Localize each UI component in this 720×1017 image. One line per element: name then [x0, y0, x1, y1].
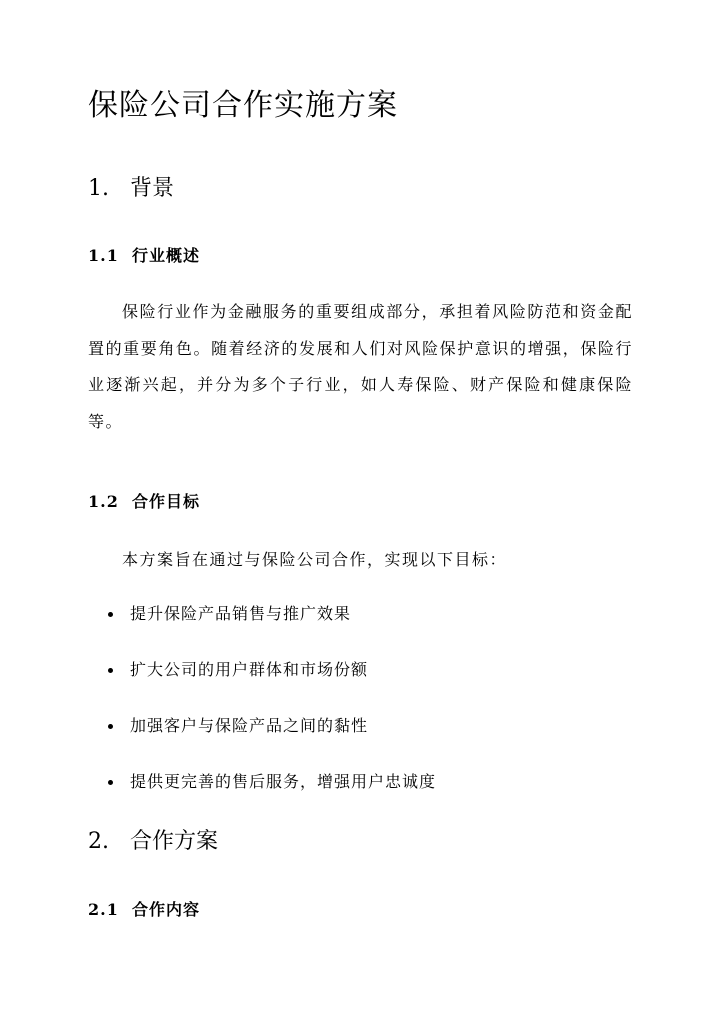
subsection-title: 行业概述 [132, 246, 201, 265]
section-title: 背景 [130, 176, 175, 201]
document-title: 保险公司合作实施方案 [88, 88, 398, 123]
subsection-heading-cooperation-content [88, 898, 200, 922]
bullet-dot-icon [108, 612, 113, 617]
section-number: 1. [88, 176, 109, 201]
bullet-dot-icon [108, 668, 113, 673]
section-number: 2. [88, 829, 109, 854]
bullet-dot-icon [108, 724, 113, 729]
subsection-title: 合作内容 [132, 900, 201, 919]
cooperation-goals-intro: 本方案旨在通过与保险公司合作，实现以下目标： [122, 550, 508, 569]
section-heading-cooperation-plan [88, 826, 218, 858]
section-heading-background [88, 173, 174, 205]
subsection-heading-cooperation-goals [88, 490, 200, 514]
subsection-title: 合作目标 [132, 492, 201, 511]
industry-overview-paragraph: 保险行业作为金融服务的重要组成部分，承担着风险防范和资金配置的重要角色。随着经济的发展和人们对风险保护意识的增强，保险行业逐渐兴起，并分为多个子行业，如人寿保险、财产保险和健康保险等。 [88, 302, 633, 431]
subsection-number: 1.1 [88, 246, 119, 265]
list-item: 提供更完善的售后服务，增强用户忠诚度 [88, 768, 436, 824]
section-title: 合作方案 [130, 829, 219, 854]
subsection-number: 1.2 [88, 492, 119, 511]
list-item: 扩大公司的用户群体和市场份额 [88, 656, 436, 712]
subsection-number: 2.1 [88, 900, 119, 919]
list-item: 加强客户与保险产品之间的黏性 [88, 712, 436, 768]
goals-list [88, 600, 436, 824]
list-item: 提升保险产品销售与推广效果 [88, 600, 436, 656]
bullet-dot-icon [108, 780, 113, 785]
subsection-heading-industry-overview [88, 244, 200, 268]
